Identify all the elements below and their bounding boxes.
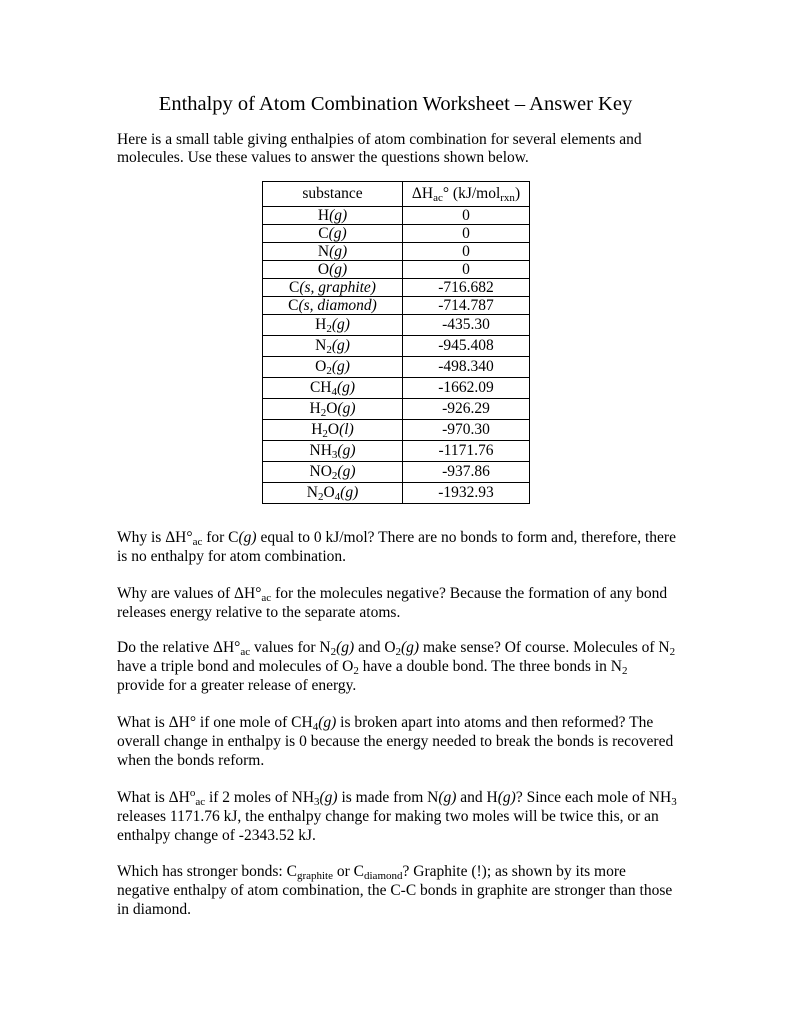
substance-cell: $O_2(g)$ <box>263 357 403 378</box>
enthalpy-value-cell: -1171.76 <box>403 441 530 462</box>
substance-cell: $N_2(g)$ <box>263 336 403 357</box>
table-row <box>263 207 530 225</box>
enthalpy-value-cell: -1662.09 <box>403 378 530 399</box>
substance-cell: $H_2(g)$ <box>263 315 403 336</box>
intro-text: Here is a small table giving enthalpies of atom combination for several elements and molecules. Use these values to answer the questions shown below. <box>117 131 642 166</box>
question-3: Do the relative $\Delta H^\circ_{ac}$ values for $N_2(g)$ and $O_2(g)$ make sense? Of course. Molecules of $N_2$ have a triple bond and molecules of $O_2$ have a double bond. The three bonds in $N_2$ provide for a greater release of energy. <box>117 639 676 694</box>
enthalpy-value-cell: -937.86 <box>403 462 530 483</box>
question-2: Why are values of $\Delta H^\circ_{ac}$ for the molecules negative? Because the formation of any bond releases energy relative to the separate atoms. <box>117 585 668 621</box>
question-1: Why is $\Delta H^\circ_{ac}$ for C(g) equal to 0 kJ/mol? There are no bonds to form and, therefore, there is no enthalpy for atom combination. <box>117 529 676 565</box>
substance-cell: $NO_2(g)$ <box>263 462 403 483</box>
table-row <box>263 441 530 462</box>
question-4: What is ΔH° if one mole of $CH_4(g)$ is broken apart into atoms and then reformed? The overall change in enthalpy is 0 because the energy needed to break the bonds is recovered when the bonds reform. <box>117 714 674 769</box>
substance-cell: C(s, diamond) <box>263 297 403 315</box>
substance-cell: $H_2O(g)$ <box>263 399 403 420</box>
substance-cell: H(g) <box>263 207 403 225</box>
enthalpy-value-cell: 0 <box>403 261 530 279</box>
substance-cell: C(g) <box>263 225 403 243</box>
enthalpy-value-cell: -970.30 <box>403 420 530 441</box>
question-6: Which has stronger bonds: $C_{graphite}$ or $C_{diamond}$? Graphite (!); as shown by its more negative enthalpy of atom combination, the C-C bonds in graphite are stronger than those in diamond. <box>117 863 673 918</box>
enthalpy-value-cell: -435.30 <box>403 315 530 336</box>
enthalpy-value-cell: -716.682 <box>403 279 530 297</box>
table-row <box>263 225 530 243</box>
substance-cell: N(g) <box>263 243 403 261</box>
enthalpy-table <box>262 181 530 504</box>
enthalpy-value-cell: 0 <box>403 243 530 261</box>
enthalpy-value-cell: 0 <box>403 225 530 243</box>
table-row <box>263 462 530 483</box>
enthalpy-value-cell: -926.29 <box>403 399 530 420</box>
table-row <box>263 483 530 504</box>
enthalpy-value-cell: -714.787 <box>403 297 530 315</box>
header-enthalpy: $\Delta H_{ac}^\circ$ (kJ/mol$_{rxn}$) <box>403 182 530 207</box>
substance-cell: $CH_4(g)$ <box>263 378 403 399</box>
enthalpy-value-cell: -945.408 <box>403 336 530 357</box>
table-row <box>263 399 530 420</box>
table-row <box>263 315 530 336</box>
question-5: What is $\Delta H^o_{ac}$ if 2 moles of $NH_3(g)$ is made from N(g) and H(g)? Since each mole of $NH_3$ releases 1171.76 kJ, the enthalpy change for making two moles will be twice this, or an enthalpy change of -2343.52 kJ. <box>117 786 677 844</box>
enthalpy-value-cell: -1932.93 <box>403 483 530 504</box>
table-header-row <box>263 182 530 207</box>
table-row <box>263 243 530 261</box>
substance-cell: $NH_3(g)$ <box>263 441 403 462</box>
page-title: Enthalpy of Atom Combination Worksheet – Answer Key <box>158 93 633 115</box>
enthalpy-value-cell: 0 <box>403 207 530 225</box>
table-row <box>263 279 530 297</box>
table-row <box>263 378 530 399</box>
table-row <box>263 261 530 279</box>
enthalpy-value-cell: -498.340 <box>403 357 530 378</box>
header-substance: substance <box>263 182 403 207</box>
table-row <box>263 336 530 357</box>
table-row <box>263 420 530 441</box>
substance-cell: $N_2O_4(g)$ <box>263 483 403 504</box>
substance-cell: O(g) <box>263 261 403 279</box>
table-row <box>263 357 530 378</box>
table-row <box>263 297 530 315</box>
substance-cell: C(s, graphite) <box>263 279 403 297</box>
substance-cell: $H_2O(l)$ <box>263 420 403 441</box>
